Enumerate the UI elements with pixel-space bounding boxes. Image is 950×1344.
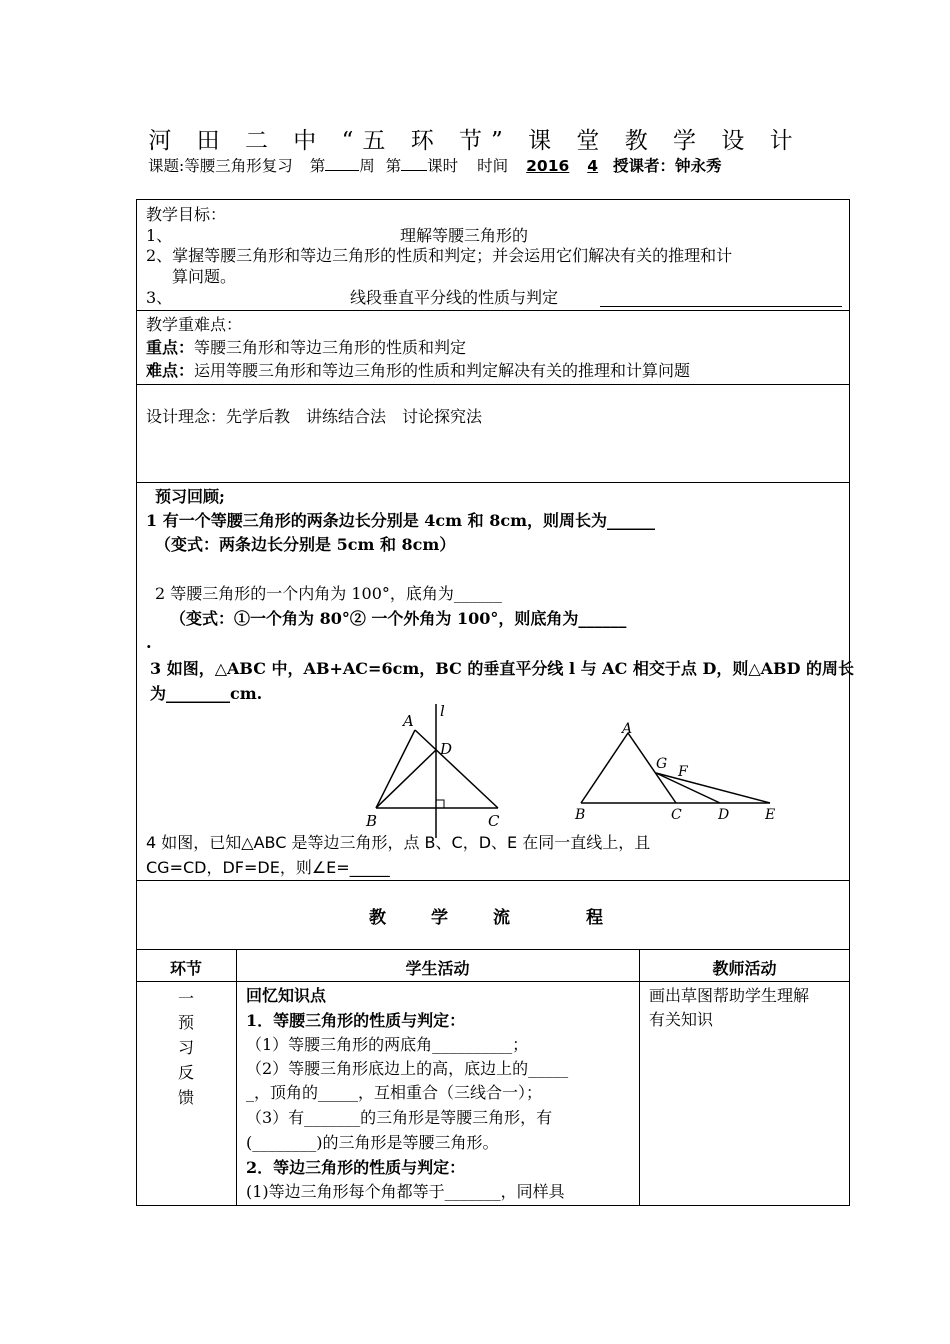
divider-objectives — [136, 310, 850, 311]
review-q2: 2 等腰三角形的一个内角为 100°，底角为______ — [155, 584, 502, 603]
fig2-label-g: G — [656, 756, 668, 772]
objective-3-num: 3、 — [146, 288, 173, 307]
review-q1-variant: （变式：两条边长分别是 5cm 和 8cm） — [155, 535, 456, 554]
col-divider-1 — [236, 949, 237, 1206]
page-title: 河 田 二 中 “五 环 节” 课 堂 教 学 设 计 — [148, 128, 802, 154]
fig2-label-b: B — [575, 807, 586, 823]
topic-value: 等腰三角形复习 — [184, 157, 293, 175]
review-q4-line2: CG=CD，DF=DE，则∠E=_____ — [146, 858, 390, 877]
objective-2-line1: 2、掌握等腰三角形和等边三角形的性质和判定；并会运用它们解决有关的推理和计 — [146, 246, 733, 265]
teacher-activity-line1: 画出草图帮助学生理解 — [649, 986, 810, 1005]
topic-label: 课题: — [148, 157, 185, 175]
student-s1-line1: （1）等腰三角形的两底角__________； — [246, 1035, 529, 1054]
review-label: 预习回顾; — [155, 487, 225, 506]
figure-triangle-perpendicular-bisector — [360, 700, 510, 840]
fig2-side-ac — [628, 733, 676, 803]
col-divider-2 — [639, 949, 640, 1206]
period-blank — [401, 156, 427, 171]
review-q2-variant: （变式：①一个角为 80°② 一个外角为 100°，则底角为______ — [170, 609, 627, 628]
year: 2016 — [526, 157, 570, 175]
teacher-activity-line2: 有关知识 — [649, 1010, 714, 1029]
col-header-teacher: 教师活动 — [712, 959, 777, 978]
week-prefix: 第 — [309, 157, 326, 175]
key-point-line — [146, 338, 466, 357]
student-s1-line2: （2）等腰三角形底边上的高，底边上的_____ — [246, 1059, 569, 1078]
review-q1: 1 有一个等腰三角形的两条边长分别是 4cm 和 8cm，则周长为______ — [146, 511, 656, 530]
keypoints-label: 教学重难点： — [146, 315, 243, 334]
stage-char-1: 一 — [177, 989, 194, 1008]
fig1-label-d: D — [440, 740, 453, 758]
student-s1-title: 1．等腰三角形的性质与判定： — [246, 1011, 466, 1030]
divider-keypoints — [136, 384, 850, 385]
review-q4-line1: 4 如图，已知△ABC 是等边三角形，点 B、C，D、E 在同一直线上，且 — [146, 833, 651, 852]
divider-review — [136, 880, 850, 881]
fig2-label-a: A — [622, 721, 633, 737]
hard-text: 运用等腰三角形和等边三角形的性质和判定解决有关的推理和计算问题 — [194, 361, 691, 380]
divider-flow-title — [136, 949, 850, 950]
stage-char-3: 习 — [177, 1038, 194, 1057]
student-s2-title: 2．等边三角形的性质与判定： — [246, 1158, 466, 1177]
objective-3-text: 线段垂直平分线的性质与判定 — [350, 288, 559, 307]
fig2-label-c: C — [671, 807, 682, 823]
stage-char-4: 反 — [177, 1063, 194, 1082]
fig1-side-ac — [415, 730, 498, 808]
student-heading: 回忆知识点 — [246, 986, 327, 1005]
fig2-label-e: E — [765, 807, 776, 823]
student-s1-line4: （3）有_______的三角形是等腰三角形，有 — [246, 1108, 553, 1127]
stage-char-5: 馈 — [177, 1088, 194, 1107]
fig1-label-b: B — [366, 812, 378, 830]
fig2-side-ab — [581, 733, 628, 803]
week-suffix: 周 — [359, 157, 375, 175]
col-header-student: 学生活动 — [405, 959, 470, 978]
col-header-stage: 环节 — [169, 959, 202, 978]
month: 4 — [587, 157, 599, 175]
key-label: 重点： — [146, 338, 195, 357]
fig1-right-angle-mark — [436, 800, 444, 808]
student-s2-line1: (1)等边三角形每个角都等于_______，同样具 — [246, 1182, 565, 1201]
key-text: 等腰三角形和等边三角形的性质和判定 — [194, 338, 467, 357]
stage-char-2: 预 — [177, 1013, 194, 1032]
fig1-label-l: l — [440, 702, 445, 720]
objective-1-text: 理解等腰三角形的 — [400, 226, 529, 245]
divider-table-header — [136, 981, 850, 982]
fig2-label-f: F — [678, 764, 688, 780]
student-s1-line5: (________)的三角形是等腰三角形。 — [246, 1133, 499, 1152]
design-concept: 设计理念：先学后教 讲练结合法 讨论探究法 — [146, 407, 483, 426]
review-q3-line1: 3 如图，△ABC 中，AB+AC=6cm，BC 的垂直平分线 l 与 AC 相交于点 D，则△ABD 的周长 — [150, 659, 855, 678]
week-blank — [325, 156, 359, 171]
fig1-label-a: A — [403, 712, 414, 730]
fig2-label-d: D — [718, 807, 730, 823]
divider-concept — [136, 482, 850, 483]
review-q2-dot: . — [146, 633, 152, 652]
fig1-segment-bd — [376, 750, 436, 808]
objective-1-num: 1、 — [146, 226, 173, 245]
fig1-side-ab — [376, 730, 415, 808]
time-label: 时间 — [477, 157, 509, 175]
objective-3-underline — [600, 306, 842, 307]
fig1-label-c: C — [488, 812, 500, 830]
period-prefix: 第 — [385, 157, 402, 175]
hard-label: 难点： — [146, 361, 195, 380]
objectives-label: 教学目标： — [146, 205, 227, 224]
hard-point-line — [146, 361, 690, 380]
flow-title: 教 学 流 程 — [369, 908, 617, 928]
lesson-info-line — [148, 154, 722, 176]
period-suffix: 课时 — [427, 157, 459, 175]
student-s1-line3: _，顶角的_____，互相重合（三线合一）； — [246, 1083, 543, 1102]
objective-2-line2: 算问题。 — [172, 267, 237, 286]
review-q3-line2: 为________cm. — [150, 684, 263, 703]
figure-equilateral-extended — [570, 720, 785, 825]
teacher: 授课者：钟永秀 — [613, 156, 722, 175]
